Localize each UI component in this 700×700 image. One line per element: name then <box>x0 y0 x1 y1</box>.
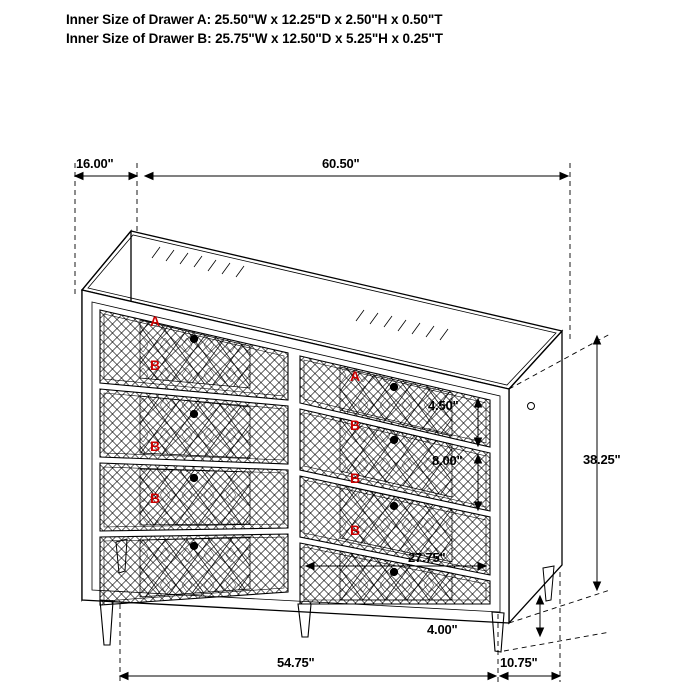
drawer-label-left-3: B <box>150 438 161 454</box>
drawer-label-right-2: B <box>350 417 361 433</box>
dim-label-drawer-b-height: 8.00" <box>432 453 463 468</box>
dim-line-leg-height <box>537 596 544 636</box>
dim-line-width-top <box>145 173 568 180</box>
dim-label-total-height: 38.25" <box>583 452 621 467</box>
drawer-label-left-1: A <box>150 313 161 329</box>
extension-lines-right <box>504 334 610 651</box>
spec-line-drawer-a: Inner Size of Drawer A: 25.50"W x 12.25"D x 2.50"H x 0.50"T <box>66 12 443 27</box>
dim-line-base-depth <box>500 673 560 680</box>
dim-label-base-depth: 10.75" <box>500 655 538 670</box>
dim-label-base-width: 54.75" <box>277 655 315 670</box>
drawer-label-left-2: B <box>150 357 161 373</box>
dim-label-width-top: 60.50" <box>322 156 360 171</box>
drawer-column-left <box>100 310 288 605</box>
dim-label-leg-height: 4.00" <box>427 622 458 637</box>
drawer-label-right-4: B <box>350 522 361 538</box>
drawer-label-right-3: B <box>350 470 361 486</box>
spec-line-drawer-b: Inner Size of Drawer B: 25.75"W x 12.50"D x 5.25"H x 0.25"T <box>66 31 443 46</box>
dim-line-depth-top <box>75 173 137 180</box>
dim-label-drawer-a-height: 4.50" <box>428 398 459 413</box>
drawer-label-left-4: B <box>150 490 161 506</box>
drawer-label-right-1: A <box>350 368 361 384</box>
dim-line-base-width <box>120 673 496 680</box>
dim-label-drawer-width: 27.75" <box>408 550 446 565</box>
dim-label-depth-top: 16.00" <box>76 156 114 171</box>
